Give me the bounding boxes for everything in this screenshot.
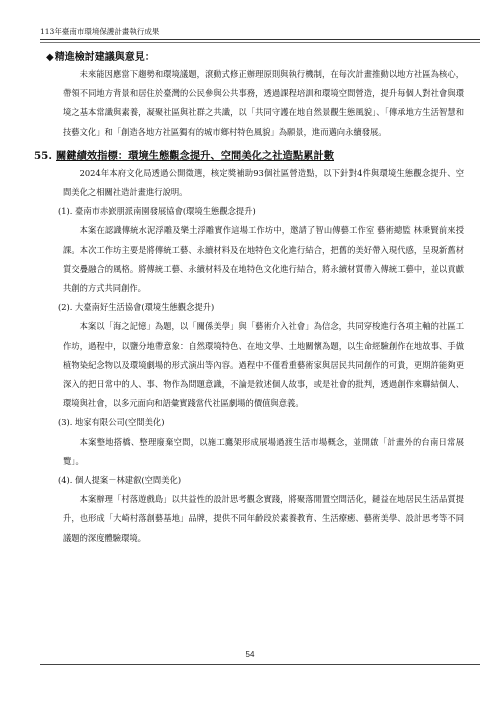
item-4-heading: (4). 個人提案－林建叡(空間美化) [58,475,182,486]
section-55-heading [34,148,464,164]
item-2-body: 本案以「海之記憶」為題，以「關係美學」與「藝術介入社會」為信念，共同穿梭進行各項主軸的社區工作坊，過程中，以鹽分地帶意象：自然環境特色、在地文學、土地關懷為題，以生命經驗創作在地故事、手做植物染紀念物以及環境劇場的形式演出等內容。過程中不僅看重藝術家與居民共同創作的可貴，更期許能夠更深入的把日常中的人、事、物作為問題意識，不論是敘述個人故事，或是社會的批判，透過創作來聯結個人、環境與社會，以多元面向和語彙實踐當代社區劇場的價值與意義。 [63,321,464,409]
header-divider [40,42,480,43]
item-1-heading: (1). 臺南市赤嶔朋派南園發展協會(環境生態觀念提升) [58,206,256,217]
improvement-paragraph: 未來能因應當下趨勢和環境議題，滾動式修正辦理原則與執行機制，在每次計畫推動以地方社區為核心，帶領不同地方背景和居住於臺灣的公民參與公共事務，透過課程培訓和環境空間營造，提升每個人對社會與環境之基本常識與素養，凝聚社區與社群之共識，以「共同守護在地自然景觀生態風貌」、「傳承地方生活智慧和技藝文化」和「創造各地方社區獨有的城市鄉村特色風貌」為願景，進而邁向永續發展。 [63,69,464,137]
improvement-heading-text: 精進檢討建議與意見： [54,52,155,63]
page-number: 54 [245,650,255,659]
item-4-body: 本案辦理「村落遊戲島」以共益性的設計思考觀念實踐，將聚落閒置空間活化，鏈益在地居民生活品質提升，也形成「大崎村落創藝基地」品牌，提供不同年齡段於素養教育、生活療癒、藝術美學、設計思考等不同議題的深度體驗環境。 [63,494,464,543]
page-header [40,27,480,40]
item-1-body: 本案在認識傳統水泥浮雕及樂土浮雕實作這場工作坊中，邀請了智山傳藝工作室 藝術總監 林秉賢前來授課。本次工作坊主要是將傳統工藝、永續材料及在地特色文化進行結合，把舊的美好帶入現代感，呈現新舊材質交疊融合的風格。將傳統工藝、永續材料及在地特色文化進行結合，將永續材質帶入傳統工藝中，並以貢獻共創的方式共同創作。 [63,225,464,294]
item-2-heading: (2). 大臺南好生活協會(環境生態觀念提升) [58,302,215,313]
section-intro-paragraph: 2024年本府文化局透過公開徵選，核定獎補助93個社區營造點，以下針對4件與環境生態觀念提升、空間美化之相關社造計畫進行說明。 [63,167,464,198]
footer-divider [40,664,480,665]
page-content [34,50,464,548]
section-number: 55. [34,149,52,162]
section-title: 關鍵績效指標：環境生態觀念提升、空間美化之社造點累計數 [56,149,335,162]
diamond-bullet-icon: ◆ [46,52,54,63]
header-title: 113年臺南市環境保護計畫執行成果 [40,27,160,36]
improvement-heading [46,50,464,65]
item-3-heading: (3). 地家有限公司(空間美化) [58,417,165,428]
item-3-body: 本案整地搭橋、整理廢棄空間，以施工鷹架形成展場過渡生活市場概念，並開啟「計畫外的台南日常展覽」。 [63,436,464,466]
